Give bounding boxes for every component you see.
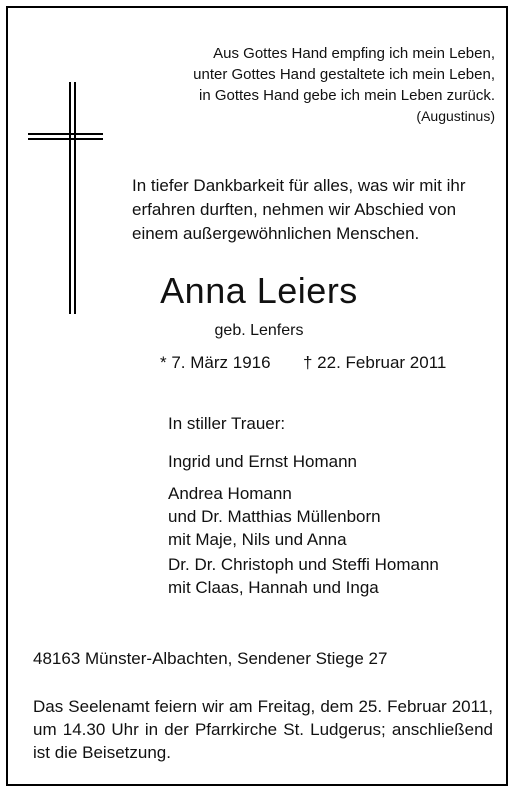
intro-text — [132, 174, 466, 246]
verse-line: Aus Gottes Hand empfing ich mein Leben, — [213, 45, 495, 62]
obituary-notice — [6, 6, 508, 786]
intro-line: In tiefer Dankbarkeit für alles, was wir mit ihr — [132, 176, 466, 195]
deceased-name: Anna Leiers — [160, 270, 358, 311]
family-line: und Dr. Matthias Müllenborn — [168, 507, 381, 526]
family-line: Dr. Dr. Christoph und Steffi Homann — [168, 555, 439, 574]
family-group — [168, 482, 381, 551]
maiden-name: geb. Lenfers — [214, 322, 304, 339]
service-info: Das Seelenamt feiern wir am Freitag, dem 25. Februar 2011, um 14.30 Uhr in der Pfarrkirche St. Ludgerus; anschließend ist die Beisetzung. — [33, 697, 493, 762]
verse-line: unter Gottes Hand gestaltete ich mein Leben, — [193, 66, 495, 83]
family-line: mit Claas, Hannah und Inga — [168, 578, 379, 597]
birth-date: * 7. März 1916 — [160, 353, 271, 372]
verse-line: in Gottes Hand gebe ich mein Leben zurück. — [198, 87, 495, 104]
family-group — [168, 553, 439, 599]
family-group — [168, 450, 357, 473]
bible-verse — [160, 43, 495, 127]
verse-source: (Augustinus) — [416, 108, 495, 124]
death-date: † 22. Februar 2011 — [303, 353, 447, 372]
intro-line: erfahren durften, nehmen wir Abschied von — [132, 200, 457, 219]
family-line: mit Maje, Nils und Anna — [168, 530, 347, 549]
intro-line: einem außergewöhnlichen Menschen. — [132, 224, 420, 243]
address: 48163 Münster-Albachten, Sendener Stiege 27 — [33, 649, 388, 668]
family-line: Ingrid und Ernst Homann — [168, 452, 357, 471]
family-line: Andrea Homann — [168, 484, 292, 503]
mourning-label: In stiller Trauer: — [168, 414, 286, 433]
